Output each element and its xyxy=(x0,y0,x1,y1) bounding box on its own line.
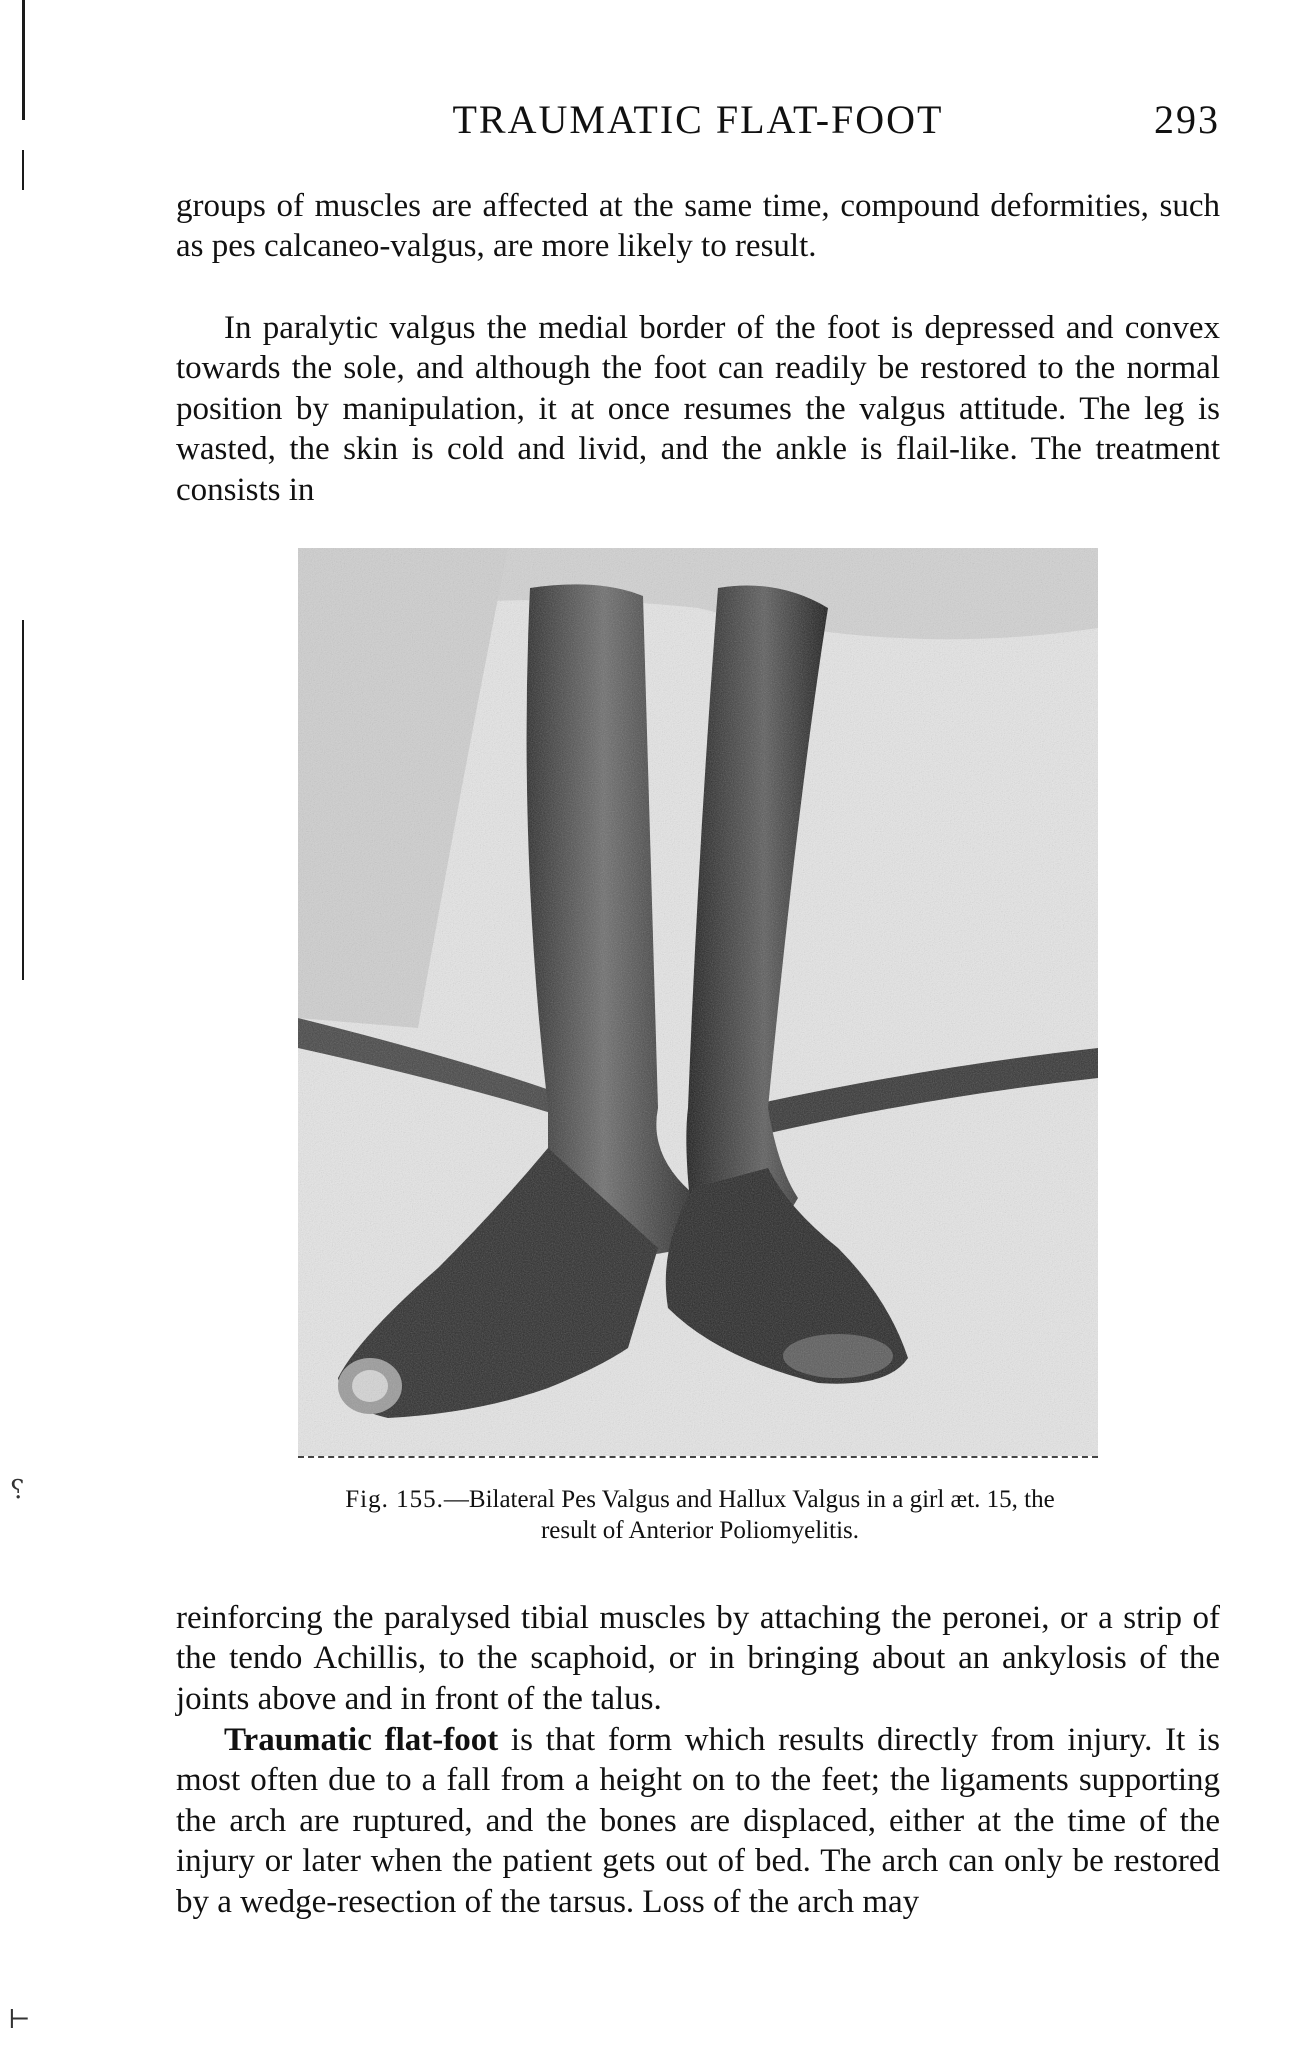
paragraph-body: is that form which results directly from injury. It is most often due to a fall from a height on to the feet; the ligaments supporting the arch are ruptured, and the bones are displaced, either at the time of the injury or later when the patient gets out of bed. The arch can only be restored by a wedge-resection of the tarsus. Loss of the arch may xyxy=(176,1722,1220,1920)
paragraph-treatment-continued xyxy=(176,1598,1220,1719)
feet-photograph-illustration xyxy=(298,548,1098,1456)
running-head xyxy=(176,96,1220,144)
margin-mark: ⊢ xyxy=(8,2005,31,2034)
caption-line-2: result of Anterior Poliomyelitis. xyxy=(540,1517,860,1544)
paragraph-paralytic-valgus xyxy=(176,308,1220,510)
figure-number: Fig. 155. xyxy=(345,1486,444,1513)
paragraph-text: reinforcing the paralysed tibial muscles by attaching the peronei, or a strip of the tendo Achillis, to the scaphoid, or in bringing about an ankylosis of the joints above and in front of the talus. xyxy=(176,1600,1220,1717)
figure-photograph xyxy=(298,548,1098,1458)
defined-term: Traumatic flat-foot xyxy=(224,1722,499,1758)
binding-margin-line xyxy=(22,150,24,190)
page-number: 293 xyxy=(1154,97,1220,142)
caption-text: —Bilateral Pes Valgus and Hallux Valgus in a girl æt. 15, the xyxy=(443,1486,1055,1513)
paragraph-continued xyxy=(176,186,1220,267)
paragraph-text: In paralytic valgus the medial border of the foot is depressed and convex towards the sole, and although the foot can readily be restored to the normal position by manipulation, it at once resumes the valgus attitude. The leg is wasted, the skin is cold and livid, and the ankle is flail-like. The treatment consists in xyxy=(176,310,1220,508)
figure-caption xyxy=(220,1484,1180,1546)
binding-margin-line xyxy=(22,0,25,120)
caption-line-1 xyxy=(220,1484,1180,1515)
binding-margin-line xyxy=(22,620,24,980)
halftone-grain xyxy=(298,548,1098,1456)
paragraph-text: groups of muscles are affected at the same time, compound deformities, such as pes calcaneo-valgus, are more likely to result. xyxy=(176,188,1220,265)
running-title: TRAUMATIC FLAT-FOOT xyxy=(452,97,944,142)
paragraph-text xyxy=(176,1720,1220,1922)
paragraph-traumatic-flat-foot xyxy=(176,1720,1220,1922)
margin-mark: ⸮ xyxy=(10,1475,24,1504)
